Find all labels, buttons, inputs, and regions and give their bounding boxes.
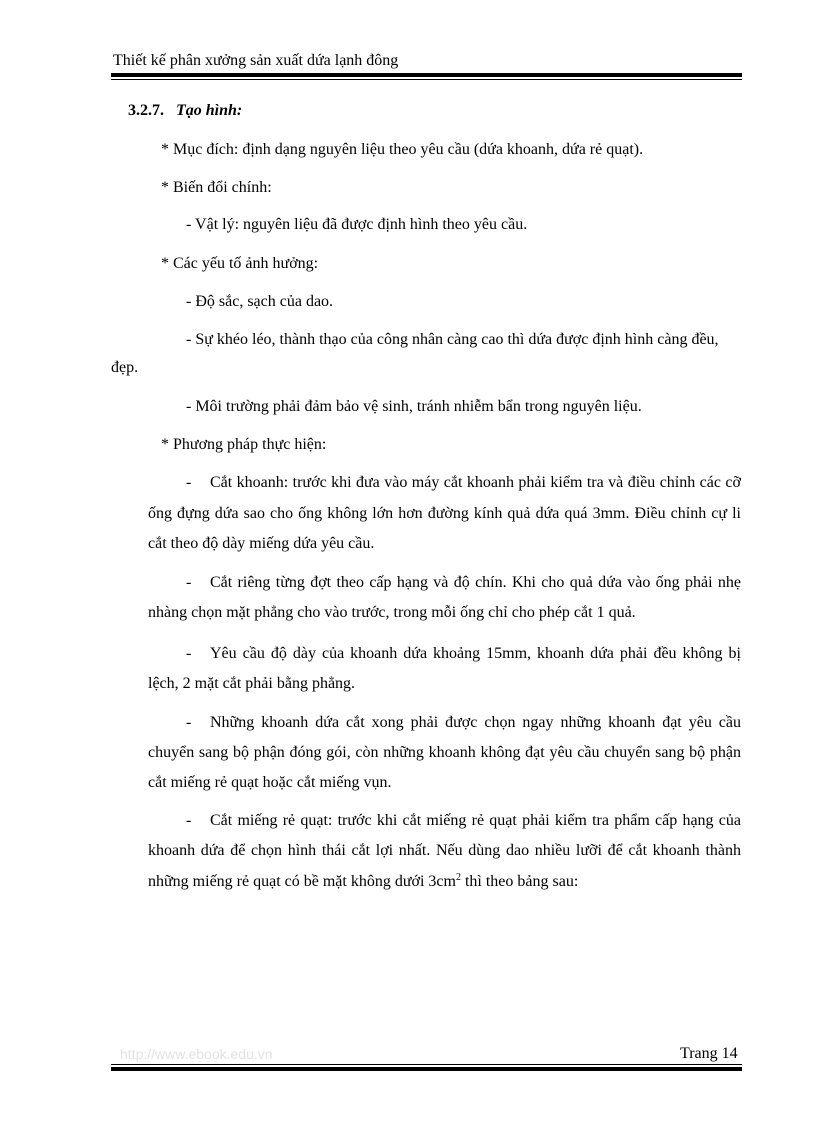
section-title: Tạo hình: xyxy=(176,102,243,119)
paragraph-5-line-2: khoanh dứa để chọn hình thái cắt lợi nhất. Nếu dùng dao nhiều lưỡi để cắt khoanh thành xyxy=(148,842,741,859)
factors-item-2-line-1: - Sự khéo léo, thành thạo của công nhân càng cao thì dứa được định hình càng đều, xyxy=(186,331,719,348)
list-dash: - xyxy=(186,645,192,662)
footer-rule-thin xyxy=(111,1064,742,1065)
method-heading: * Phương pháp thực hiện: xyxy=(161,436,327,453)
paragraph-5-line-1: - Cắt miếng rẻ quạt: trước khi cắt miếng rẻ quạt phải kiểm tra phẩm cấp hạng của xyxy=(186,812,741,829)
footer-watermark-url: http://www.ebook.edu.vn xyxy=(120,1046,273,1062)
factors-heading: * Các yếu tố ảnh hưởng: xyxy=(161,255,319,272)
paragraph-3-line-2: lệch, 2 mặt cắt phải bằng phẳng. xyxy=(148,675,356,692)
footer-rule-thick xyxy=(111,1067,742,1071)
paragraph-2-line-2: nhàng chọn mặt phẳng cho vào trước, trong mỗi ống chỉ cho phép cắt 1 quả. xyxy=(148,604,636,621)
purpose-line: * Mục đích: định dạng nguyên liệu theo yêu cầu (dứa khoanh, dứa rẻ quạt). xyxy=(161,141,644,158)
factors-item-3: - Môi trường phải đảm bảo vệ sinh, tránh nhiễm bẩn trong nguyên liệu. xyxy=(186,398,642,415)
factors-item-1: - Độ sắc, sạch của dao. xyxy=(186,293,334,310)
paragraph-3-line-1: - Yêu cầu độ dày của khoanh dứa khoảng 15mm, khoanh dứa phải đều không bị xyxy=(186,645,741,662)
paragraph-1-line-2: ống đựng dứa sao cho ống không lớn hơn đường kính quả dứa quá 3mm. Điều chỉnh cự li xyxy=(148,505,741,522)
list-dash: - xyxy=(186,812,192,829)
factors-item-2-line-2: đẹp. xyxy=(111,359,139,376)
list-dash: - xyxy=(186,474,192,491)
list-dash: - xyxy=(186,574,192,591)
paragraph-4-line-3: cắt miếng rẻ quạt hoặc cắt miếng vụn. xyxy=(148,774,392,791)
paragraph-1-line-3: cắt theo độ dày miếng dứa yêu cầu. xyxy=(148,535,375,552)
paragraph-4-line-2: chuyển sang bộ phận đóng gói, còn những khoanh không đạt yêu cầu chuyển sang bộ phận xyxy=(148,744,741,761)
section-heading xyxy=(128,101,242,121)
paragraph-4-line-1: - Những khoanh dứa cắt xong phải được chọn ngay những khoanh đạt yêu cầu xyxy=(186,714,741,731)
main-changes-item: - Vật lý: nguyên liệu đã được định hình theo yêu cầu. xyxy=(186,216,528,233)
header-rule-thick xyxy=(111,73,742,77)
superscript-2: 2 xyxy=(455,872,461,883)
paragraph-5-line-3: những miếng rẻ quạt có bề mặt không dưới $3cm^2$ thì theo bảng sau: xyxy=(148,872,579,890)
list-dash: - xyxy=(186,714,192,731)
page-header-title: Thiết kế phân xưởng sản xuất dứa lạnh đông xyxy=(113,52,399,69)
paragraph-1-line-1: - Cắt khoanh: trước khi đưa vào máy cắt khoanh phải kiểm tra và điều chỉnh các cỡ xyxy=(186,474,741,491)
footer-page-number: Trang 14 xyxy=(680,1045,738,1062)
main-changes-heading: * Biến đổi chính: xyxy=(161,179,272,196)
section-number: 3.2.7. xyxy=(128,102,164,119)
header-rule-thin xyxy=(111,79,742,80)
paragraph-2-line-1: - Cắt riêng từng đợt theo cấp hạng và độ chín. Khi cho quả dứa vào ống phải nhẹ xyxy=(186,574,741,591)
